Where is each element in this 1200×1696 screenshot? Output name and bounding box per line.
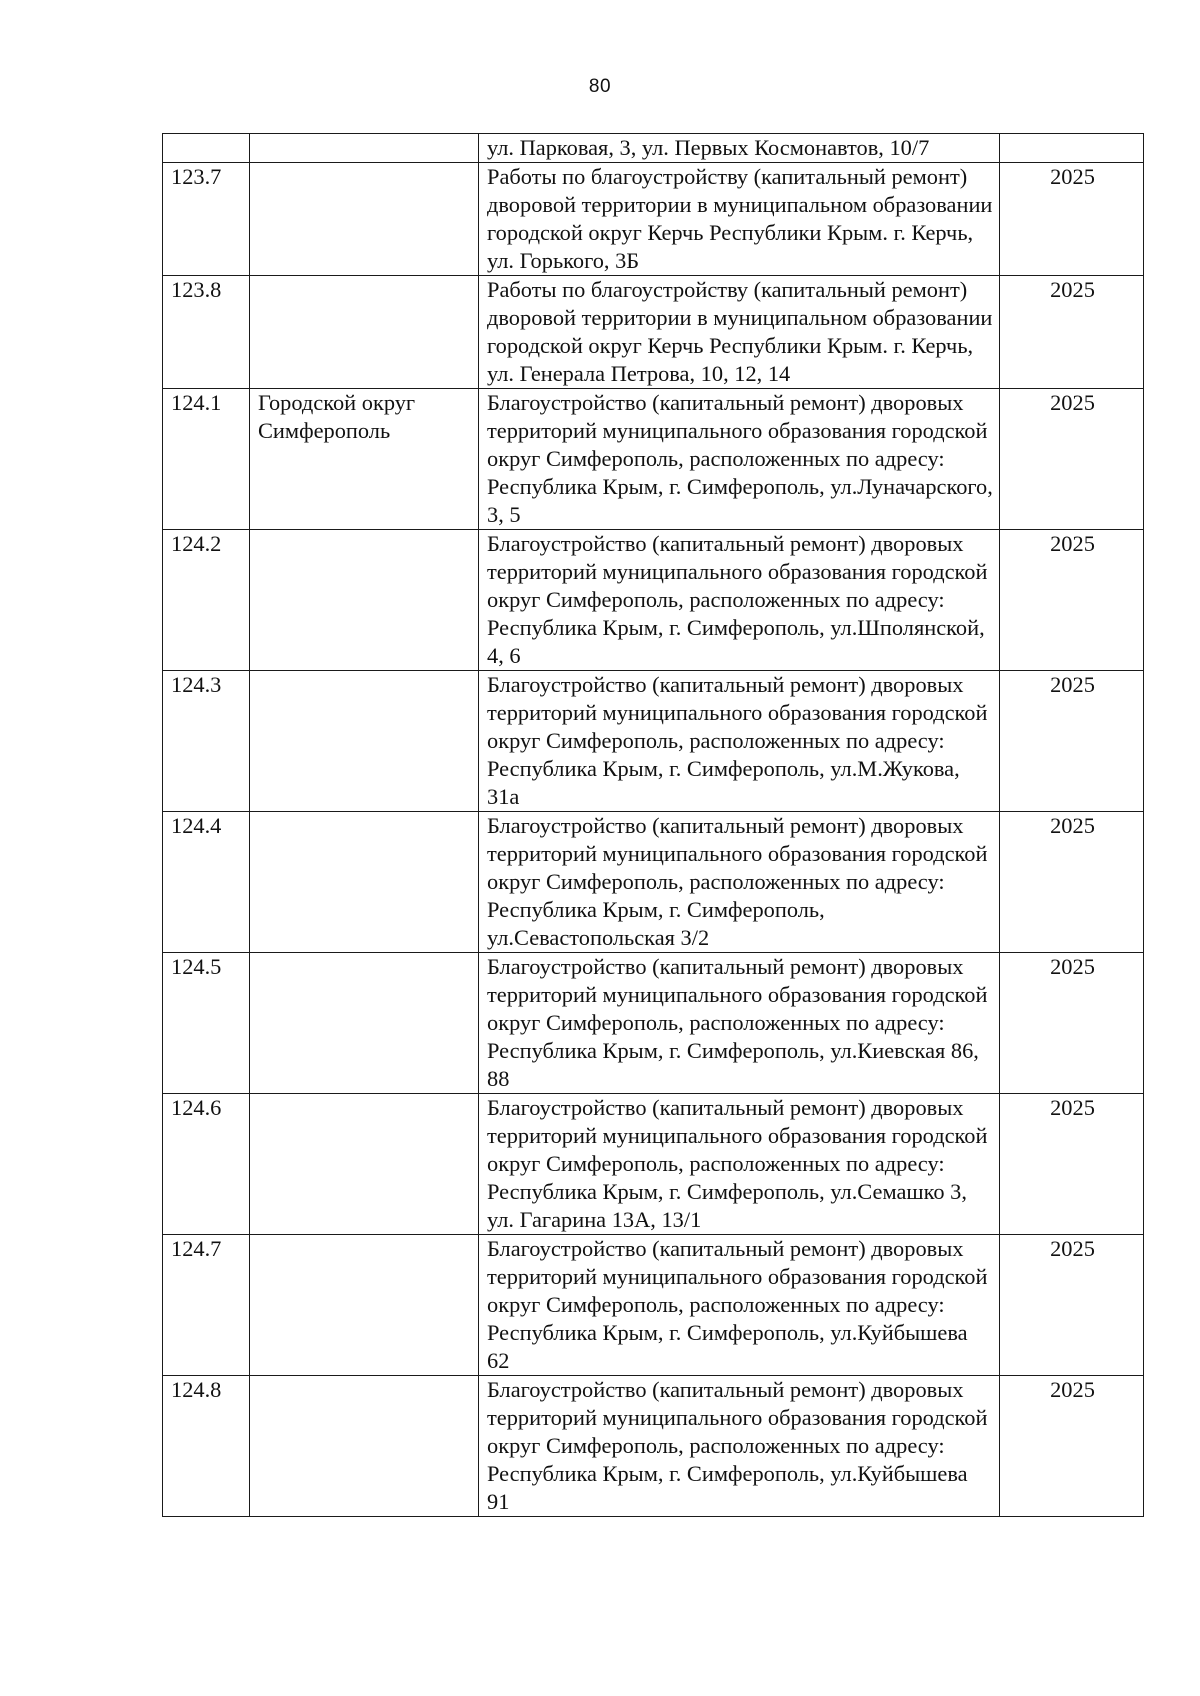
municipality-name: [250, 163, 479, 276]
table-row: [163, 530, 1144, 671]
row-number: 124.5: [163, 953, 250, 1094]
municipality-name: [250, 1376, 479, 1517]
work-year: 2025: [1000, 1235, 1144, 1376]
table-row: [163, 389, 1144, 530]
table-row: [163, 671, 1144, 812]
municipality-name: [250, 134, 479, 163]
work-description: Благоустройство (капитальный ремонт) дворовых территорий муниципального образования городской округ Симферополь, расположенных по адресу: Республика Крым, г. Симферополь, ул.Шполянской, 4, 6: [479, 530, 1000, 671]
row-number: 124.6: [163, 1094, 250, 1235]
municipality-name: [250, 1235, 479, 1376]
work-description: Благоустройство (капитальный ремонт) дворовых территорий муниципального образования городской округ Симферополь, расположенных по адресу: Республика Крым, г. Симферополь, ул.Куйбышева 91: [479, 1376, 1000, 1517]
page-number: 80: [588, 76, 612, 97]
row-number: 124.2: [163, 530, 250, 671]
table-row: [163, 163, 1144, 276]
work-year: [1000, 134, 1144, 163]
work-year: 2025: [1000, 1094, 1144, 1235]
municipality-name: [250, 812, 479, 953]
row-number: 123.8: [163, 276, 250, 389]
work-year: 2025: [1000, 276, 1144, 389]
row-number: 124.3: [163, 671, 250, 812]
row-number: 124.4: [163, 812, 250, 953]
table-row: [163, 1376, 1144, 1517]
table-row: [163, 953, 1144, 1094]
table-row: [163, 812, 1144, 953]
municipality-name: [250, 671, 479, 812]
municipality-name: [250, 953, 479, 1094]
work-description: Благоустройство (капитальный ремонт) дворовых территорий муниципального образования городской округ Симферополь, расположенных по адресу: Республика Крым, г. Симферополь, ул.Куйбышева 62: [479, 1235, 1000, 1376]
work-description: Работы по благоустройству (капитальный ремонт) дворовой территории в муниципальном образовании городской округ Керчь Республики Крым. г. Керчь, ул. Генерала Петрова, 10, 12, 14: [479, 276, 1000, 389]
work-description: Работы по благоустройству (капитальный ремонт) дворовой территории в муниципальном образовании городской округ Керчь Республики Крым. г. Керчь, ул. Горького, 3Б: [479, 163, 1000, 276]
work-description: Благоустройство (капитальный ремонт) дворовых территорий муниципального образования городской округ Симферополь, расположенных по адресу: Республика Крым, г. Симферополь, ул.Луначарского, 3, 5: [479, 389, 1000, 530]
table-row: [163, 134, 1144, 163]
work-year: 2025: [1000, 530, 1144, 671]
work-description: Благоустройство (капитальный ремонт) дворовых территорий муниципального образования городской округ Симферополь, расположенных по адресу: Республика Крым, г. Симферополь, ул.Семашко 3, ул. Гагарина 13А, 13/1: [479, 1094, 1000, 1235]
row-number: 124.1: [163, 389, 250, 530]
work-description: Благоустройство (капитальный ремонт) дворовых территорий муниципального образования городской округ Симферополь, расположенных по адресу: Республика Крым, г. Симферополь, ул.М.Жукова, 31а: [479, 671, 1000, 812]
work-description: Благоустройство (капитальный ремонт) дворовых территорий муниципального образования городской округ Симферополь, расположенных по адресу: Республика Крым, г. Симферополь, ул.Киевская 86, 88: [479, 953, 1000, 1094]
work-year: 2025: [1000, 163, 1144, 276]
work-year: 2025: [1000, 389, 1144, 530]
work-year: 2025: [1000, 1376, 1144, 1517]
municipality-name: [250, 530, 479, 671]
municipality-name: [250, 276, 479, 389]
row-number: 124.8: [163, 1376, 250, 1517]
work-description: ул. Парковая, 3, ул. Первых Космонавтов, 10/7: [479, 134, 1000, 163]
work-year: 2025: [1000, 953, 1144, 1094]
table-row: [163, 1235, 1144, 1376]
work-description: Благоустройство (капитальный ремонт) дворовых территорий муниципального образования городской округ Симферополь, расположенных по адресу: Республика Крым, г. Симферополь, ул.Севастопольская 3/2: [479, 812, 1000, 953]
works-table: [162, 133, 1144, 1517]
municipality-name: Городской округ Симферополь: [250, 389, 479, 530]
work-year: 2025: [1000, 671, 1144, 812]
row-number: [163, 134, 250, 163]
row-number: 124.7: [163, 1235, 250, 1376]
table-row: [163, 276, 1144, 389]
table-row: [163, 1094, 1144, 1235]
work-year: 2025: [1000, 812, 1144, 953]
row-number: 123.7: [163, 163, 250, 276]
municipality-name: [250, 1094, 479, 1235]
